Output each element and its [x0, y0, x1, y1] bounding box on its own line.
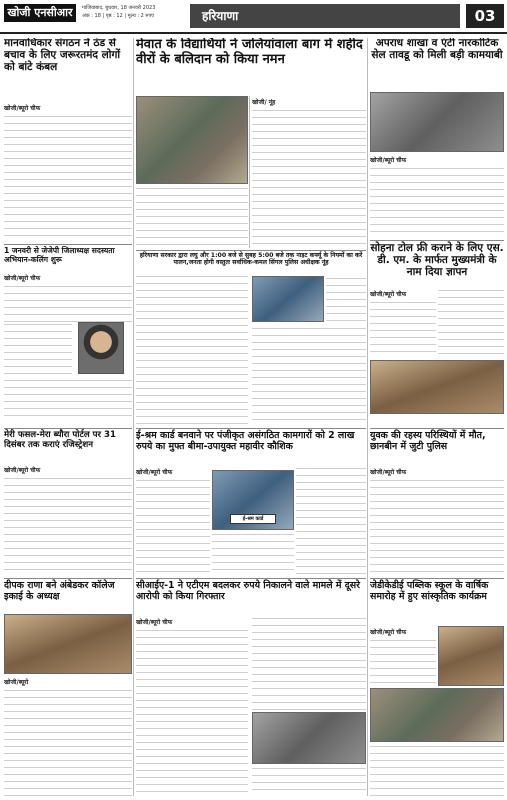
photo-cultural-program	[370, 688, 504, 742]
story-meri-fasal	[4, 428, 132, 462]
article-text	[370, 638, 436, 686]
story-body	[252, 766, 366, 796]
story-jjp	[4, 244, 132, 270]
article-text	[136, 274, 248, 424]
headline: युवक की रहस्य परिस्थियों में मौत, छानबीन में जुटी पुलिस	[370, 430, 486, 452]
story-body	[136, 274, 248, 424]
photo-arrested-accused	[370, 92, 504, 152]
notice-text: हरियाणा सरकार द्वारा लघु और 1:00 बजे से सुबह 5:00 बजे तक नाइट कर्फ्यू के नियमों का करें पालन,जनता होगी वस्तुतः सर्वाधिक-कमल सिंगल पुलिस अधीक्षक नूंह	[139, 252, 363, 266]
article-text	[370, 300, 436, 358]
headline: सोहना टोल फ्री कराने के लिए एस. डी. एम. के मार्फत मुख्यमंत्री के नाम दिया ज्ञापन	[370, 242, 504, 278]
story-body	[370, 288, 436, 358]
article-text	[4, 114, 132, 240]
headline: मेरी फसल-मेरा ब्यौरा पोर्टल पर 31 दिसंबर तक कराएं रजिस्ट्रेशन	[4, 430, 116, 450]
story-body	[4, 272, 132, 424]
article-text	[252, 326, 366, 424]
article-text	[326, 276, 366, 324]
article-text	[4, 688, 132, 796]
article-text	[136, 628, 248, 796]
eshram-card-label: ई-श्रम कार्ड	[230, 514, 276, 524]
story-toll-plaza	[370, 240, 504, 286]
story-ngo-blankets	[4, 38, 132, 100]
article-text	[4, 284, 132, 324]
masthead	[0, 0, 507, 34]
story-body	[4, 102, 132, 240]
article-text	[4, 476, 132, 574]
headline: 1 जनवरी से जेजेपी जिलाध्यक्ष सदस्यता अभियान-कलिंग शुरू	[4, 246, 115, 264]
column-divider	[133, 38, 134, 796]
headline: मानवाधिकार संगठन ने ठंड से बचाव के लिए जरूरतमंद लोगों को बांटे कंबल	[4, 38, 121, 73]
byline: खोजी/ब्यूरो चीफ	[370, 469, 407, 476]
article-text	[370, 478, 504, 576]
section-title: हरियाणा	[190, 4, 460, 28]
headline: अपराध शाखा व एंटी नारकोटिक सेल तावडू को मिली बड़ी कामयाबी	[371, 38, 503, 61]
edition-date: गाजियाबाद, बुधवार, 18 जनवरी 2023	[82, 5, 156, 11]
headline: दीपक राणा बने अंबेडकर कॉलेज इकाई के अध्यक्ष	[4, 580, 115, 602]
story-body	[4, 464, 132, 574]
photo-leader-portrait	[78, 322, 124, 374]
article-text	[370, 166, 504, 238]
photo-school-function	[438, 626, 504, 686]
article-text	[4, 378, 132, 422]
photo-memorandum-handover	[370, 360, 504, 414]
headline: जेडीकेडीई पब्लिक स्कूल के वार्षिक समारोह में हुए सांस्कृतिक कार्यक्रम	[370, 580, 489, 602]
article-text	[252, 108, 366, 248]
story-body	[136, 616, 248, 796]
edition-info: अंक : 18 | पृष्ठ : 12 | मूल्य : 2 रुपए	[82, 13, 155, 19]
story-body	[370, 744, 504, 796]
story-body	[252, 326, 366, 424]
story-deepak-rana	[4, 578, 132, 612]
photo-accused-police	[252, 712, 366, 764]
byline: खोजी/ब्यूरो चीफ	[136, 469, 173, 476]
photo-college-students	[4, 614, 132, 674]
article-text	[252, 616, 366, 710]
story-body	[370, 466, 504, 576]
article-text	[438, 288, 504, 358]
byline: खोजी/ नूंह	[252, 99, 276, 106]
story-youth-death	[370, 428, 504, 464]
byline: खोजी/ब्यूरो	[4, 679, 29, 686]
article-text	[212, 532, 294, 576]
byline: खोजी/ब्यूरो चीफ	[136, 619, 173, 626]
byline: खोजी/ब्यूरो चीफ	[4, 275, 41, 282]
page-number: 03	[466, 4, 504, 28]
story-body	[252, 96, 366, 248]
article-text	[296, 466, 366, 576]
column-divider	[249, 96, 250, 248]
story-body	[4, 676, 132, 796]
column-divider	[367, 38, 368, 796]
headline: सीआईए-1 ने एटीएम बदलकर रुपये निकालने वाले मामले में दूसरे आरोपी को किया गिरफ्तार	[136, 580, 360, 602]
story-body	[370, 154, 504, 238]
byline: खोजी/ब्यूरो चीफ	[370, 629, 407, 636]
story-crime-branch	[370, 38, 504, 90]
photo-students-group	[136, 96, 248, 184]
story-body	[438, 288, 504, 358]
story-body	[252, 616, 366, 710]
story-jd-school	[370, 578, 504, 624]
story-body	[370, 626, 436, 686]
article-text	[252, 766, 366, 796]
byline: खोजी/ब्यूरो चीफ	[370, 291, 407, 298]
article-text	[136, 186, 248, 246]
byline: खोजी/ब्यूरो चीफ	[370, 157, 407, 164]
article-text	[370, 744, 504, 796]
story-body	[136, 466, 210, 576]
story-body	[326, 276, 366, 324]
story-mewat-students	[136, 38, 366, 94]
headline: ई-श्रम कार्ड बनवाने पर पंजीकृत असंगठित कामगारों को 2 लाख रुपये का मुफ्त बीमा-उपायुक्त महावीर कौशिक	[136, 430, 355, 452]
story-body	[136, 186, 248, 248]
article-text	[136, 478, 210, 576]
paper-name: खोजी एनसीआर	[4, 4, 76, 22]
story-body	[212, 532, 294, 576]
byline: खोजी/ब्यूरो चीफ	[4, 105, 41, 112]
story-eshram	[136, 428, 366, 464]
story-body	[296, 466, 366, 576]
photo-officials-meeting	[252, 276, 324, 322]
story-atm-theft	[136, 578, 366, 614]
headline: मेवात के विद्यार्थियों ने जलियांवाला बाग में शहीद वीरों के बलिदान को किया नमन	[136, 38, 363, 67]
curfew-notice	[136, 250, 366, 272]
byline: खोजी/ब्यूरो चीफ	[4, 467, 41, 474]
article-text	[4, 322, 72, 374]
